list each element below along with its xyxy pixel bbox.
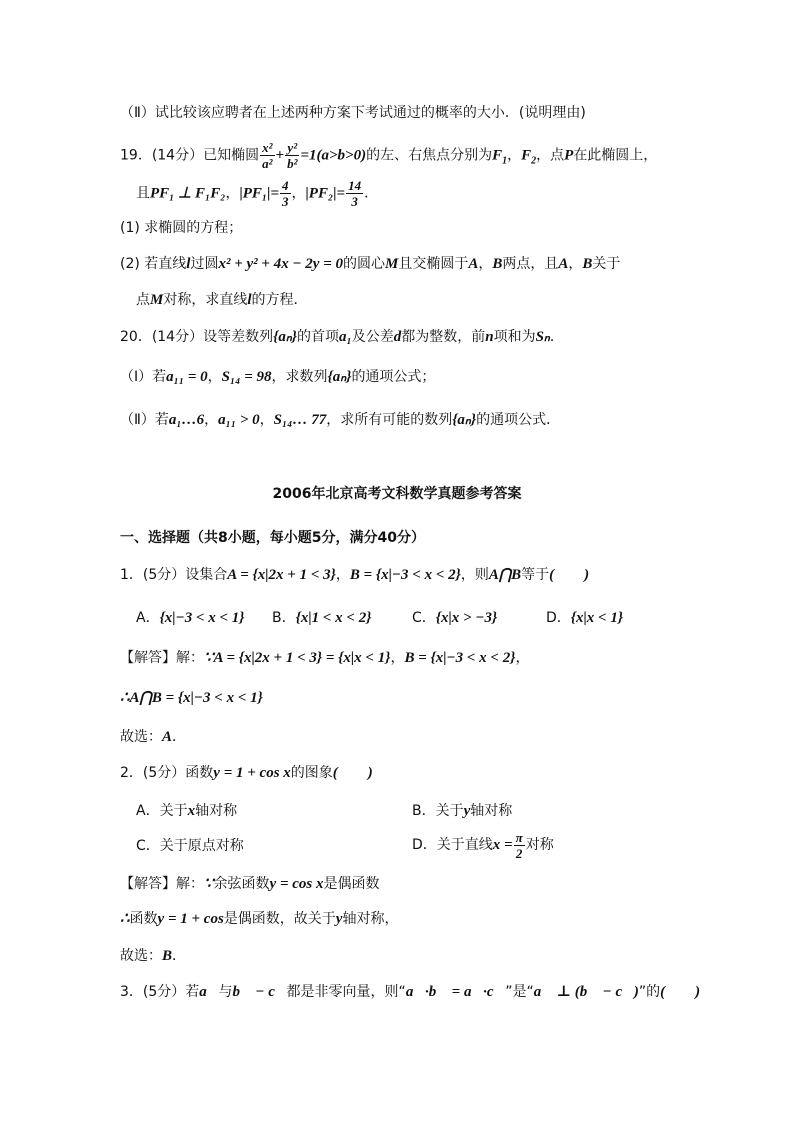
answer-2-line: 【解答】解：∵余弦函数y = cos x是偶函数 [120, 876, 380, 892]
option-a: A．关于x轴对称 [136, 803, 238, 819]
answer-2-line: ∴函数y = 1 + cos是偶函数，故关于y轴对称， [120, 911, 399, 927]
text-line [120, 103, 586, 123]
question-2: 2．(5分）函数y = 1 + cos x的图象( ) [120, 765, 373, 781]
answer-1-line: ∴A⋂B = {x|−3 < x < 1} [120, 690, 263, 706]
option-d: D．{x|x < 1} [546, 610, 624, 626]
question-3: 3．(5分）若a⃗与b⃗ − c⃗都是非零向量，则“a⃗·b⃗ = a⃗·c⃗”是“a⃗ ⊥ (b⃗ − c⃗)”的( ) [120, 984, 701, 1000]
problem-19-intro: 19．(14分）已知椭圆 [120, 147, 260, 164]
text-line: （Ⅰ）若a₁₁ = 0，S₁₄ = 98，求数列{aₙ}的通项公式； [120, 369, 436, 385]
option-a: A．{x|−3 < x < 1} [136, 610, 245, 626]
option-c: C．{x|x > −3} [412, 610, 498, 626]
fraction: $\frac{\text{y²}}{\text{b²}}$ [287, 140, 298, 171]
problem-19-line: 19．(14分）已知椭圆 $\frac{\text{x²}}{\text{a²}}$ + $\frac{\text{y²}}{\text{b²}}$ =1(a>b>0)的左、右焦点分别为$F_1$，$F_2$，点P在此椭圆上， [120, 140, 658, 171]
option-b: B．{x|1 < x < 2} [272, 610, 372, 626]
fraction: $\frac{4}{3}$ [282, 178, 289, 209]
page-title: 2006年北京高考文科数学真题参考答案 [272, 486, 522, 502]
question-1: 1．(5分）设集合A = {x|2x + 1 < 3}，B = {x|−3 < x < 2}，则A⋂B等于( ) [120, 567, 590, 583]
option-c: C．关于原点对称 [136, 838, 244, 854]
fraction: $\frac{\pi}{2}$ [515, 829, 523, 861]
text-line: (2) 若直线l过圆x² + y² + 4x − 2y = 0的圆心M且交椭圆于A，B两点，且A，B关于 [120, 256, 621, 272]
fraction: $\frac{\text{x²}}{\text{a²}}$ [262, 140, 273, 171]
problem-20-line: 20．(14分）设等差数列{aₙ}的首项a₁及公差d都为整数，前n项和为Sₙ． [120, 329, 564, 345]
option-d: D．关于直线x = $\frac{\pi}{2}$ 对称 [412, 829, 554, 861]
answer-1-choice: 故选：A． [120, 729, 187, 745]
problem-19-condition: 且PF₁ ⊥ F₁F₂，|PF₁|= $\frac{4}{3}$ ，|PF₂|= $\frac{14}{3}$ ． [136, 178, 379, 209]
option-b: B．关于y轴对称 [412, 803, 513, 819]
text-line: （Ⅱ）若a₁…6，a₁₁ > 0，S₁₄… 77，求所有可能的数列{aₙ}的通项公式． [120, 412, 561, 428]
text-line: (1) 求椭圆的方程； [120, 220, 243, 236]
section-heading: 一、选择题（共8小题，每小题5分，满分40分） [120, 530, 425, 546]
text-line: 点M对称，求直线l的方程． [136, 292, 308, 308]
answer-2-choice: 故选：B． [120, 948, 187, 964]
fraction: $\frac{14}{3}$ [348, 178, 362, 209]
problem-part-text: （Ⅱ）试比较该应聘者在上述两种方案下考试通过的概率的大小．(说明理由) [120, 105, 586, 121]
answer-1-line: 【解答】解：∵A = {x|2x + 1 < 3} = {x|x < 1}，B = {x|−3 < x < 2}， [120, 650, 530, 666]
